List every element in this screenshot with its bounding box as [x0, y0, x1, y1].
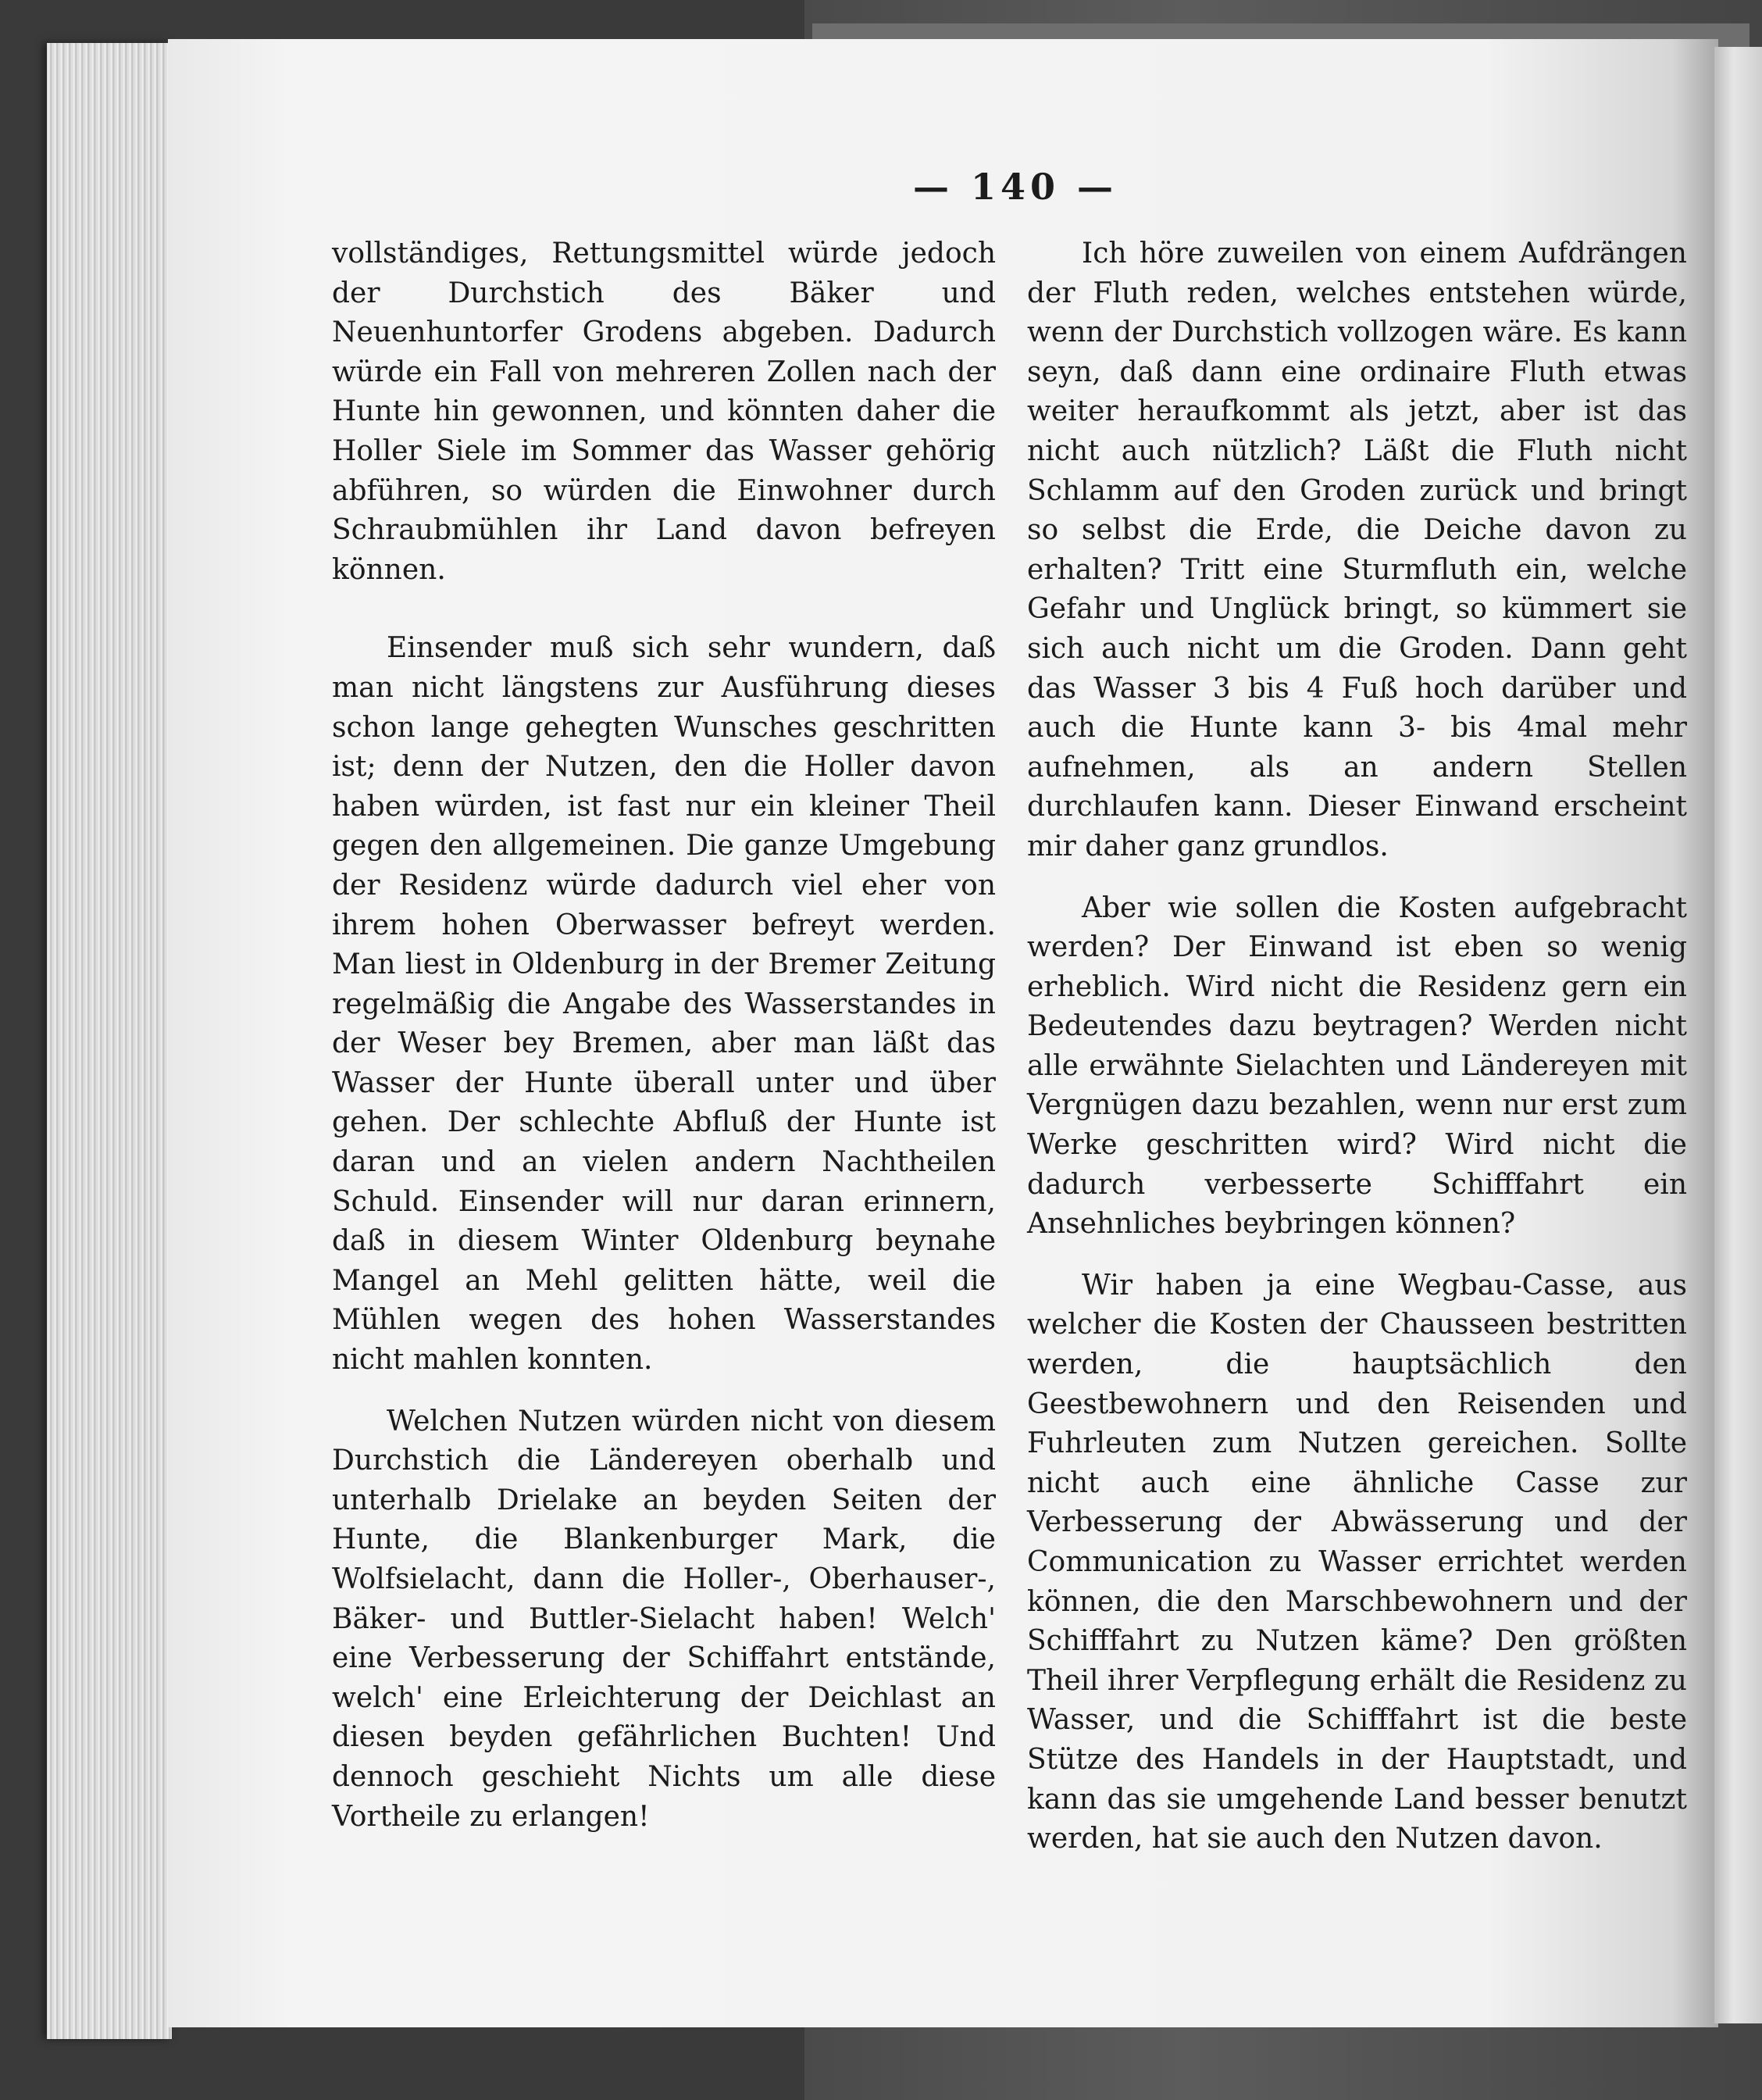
- paragraph: vollständiges, Rettungsmittel würde jedoch der Durchstich des Bäker und Neuenhuntorfer Grodens abgeben. Dadurch würde ein Fall von mehreren Zollen nach der Hunte hin gewonnen, und könnten daher die Holler Siele im Sommer das Wasser gehörig abführen, so würden die Einwohner durch Schraubmühlen ihr Land davon befreyen können.: [332, 238, 996, 586]
- left-column: [332, 234, 996, 1837]
- paragraph: Ich höre zuweilen von einem Aufdrängen der Fluth reden, welches entstehen würde, wenn der Durchstich vollzogen wäre. Es kann seyn, daß dann eine ordinaire Fluth etwas weiter heraufkommt als jetzt, aber ist das nicht auch nützlich? Läßt die Fluth nicht Schlamm auf den Groden zurück und bringt so selbst die Erde, die Deiche davon zu erhalten? Tritt eine Sturmfluth ein, welche Gefahr und Unglück bringt, so kümmert sie sich auch nicht um die Groden. Dann geht das Wasser 3 bis 4 Fuß hoch darüber und auch die Hunte kann 3- bis 4mal mehr aufnehmen, als an andern Stellen durchlaufen kann. Dieser Einwand erscheint mir daher ganz grundlos.: [1027, 238, 1687, 862]
- page-block-edges: [47, 43, 172, 2039]
- page-gutter: [1714, 47, 1762, 2023]
- paragraph: Wir haben ja eine Wegbau-Casse, aus welcher die Kosten der Chausseen bestritten werden, die hauptsächlich den Geestbewohnern und den Reisenden und Fuhrleuten zum Nutzen gereichen. Sollte nicht auch eine ähnliche Casse zur Verbesserung der Abwässerung und der Communication zu Wasser errichtet werden können, die den Marschbewohnern und der Schifffahrt zu Nutzen käme? Den größten Theil ihrer Verpflegung erhält die Residenz zu Wasser, und die Schifffahrt ist die beste Stütze des Handels in der Hauptstadt, und kann das sie umgehende Land besser benutzt werden, hat sie auch den Nutzen davon.: [1027, 1269, 1687, 1855]
- paragraph: Einsender muß sich sehr wundern, daß man nicht längstens zur Ausführung dieses schon lange gehegten Wunsches geschritten ist; denn der Nutzen, den die Holler davon haben würden, ist fast nur ein kleiner Theil gegen den allgemeinen. Die ganze Umgebung der Residenz würde dadurch viel eher von ihrem hohen Oberwasser befreyt werden. Man liest in Oldenburg in der Bremer Zeitung regelmäßig die Angabe des Wasserstandes in der Weser bey Bremen, aber man läßt das Wasser der Hunte überall unter und über gehen. Der schlechte Abfluß der Hunte ist daran und an vielen andern Nachtheilen Schuld. Einsender will nur daran erinnern, daß in diesem Winter Oldenburg beynahe Mangel an Mehl gelitten hätte, weil die Mühlen wegen des hohen Wasserstandes nicht mahlen konnten.: [332, 632, 996, 1377]
- paragraph: Aber wie sollen die Kosten aufgebracht werden? Der Einwand ist eben so wenig erheblich. Wird nicht die Residenz gern ein Bedeutendes dazu beytragen? Werden nicht alle erwähnte Sielachten und Ländereyen mit Vergnügen dazu bezahlen, wenn nur erst zum Werke geschritten wird? Wird nicht die dadurch verbesserte Schifffahrt ein Ansehnliches beybringen können?: [1027, 891, 1687, 1241]
- right-column: [1027, 234, 1687, 1859]
- page-number: — 140 —: [912, 166, 1118, 208]
- paragraph: Welchen Nutzen würden nicht von diesem Durchstich die Ländereyen oberhalb und unterhalb Drielake an beyden Seiten der Hunte, die Blankenburger Mark, die Wolfsielacht, dann die Holler-, Oberhauser-, Bäker- und Buttler-Sielacht haben! Welch' eine Verbesserung der Schiffahrt entstände, welch' eine Erleichterung der Deichlast an diesen beyden gefährlichen Buchten! Und dennoch geschieht Nichts um alle diese Vortheile zu erlangen!: [332, 1405, 996, 1833]
